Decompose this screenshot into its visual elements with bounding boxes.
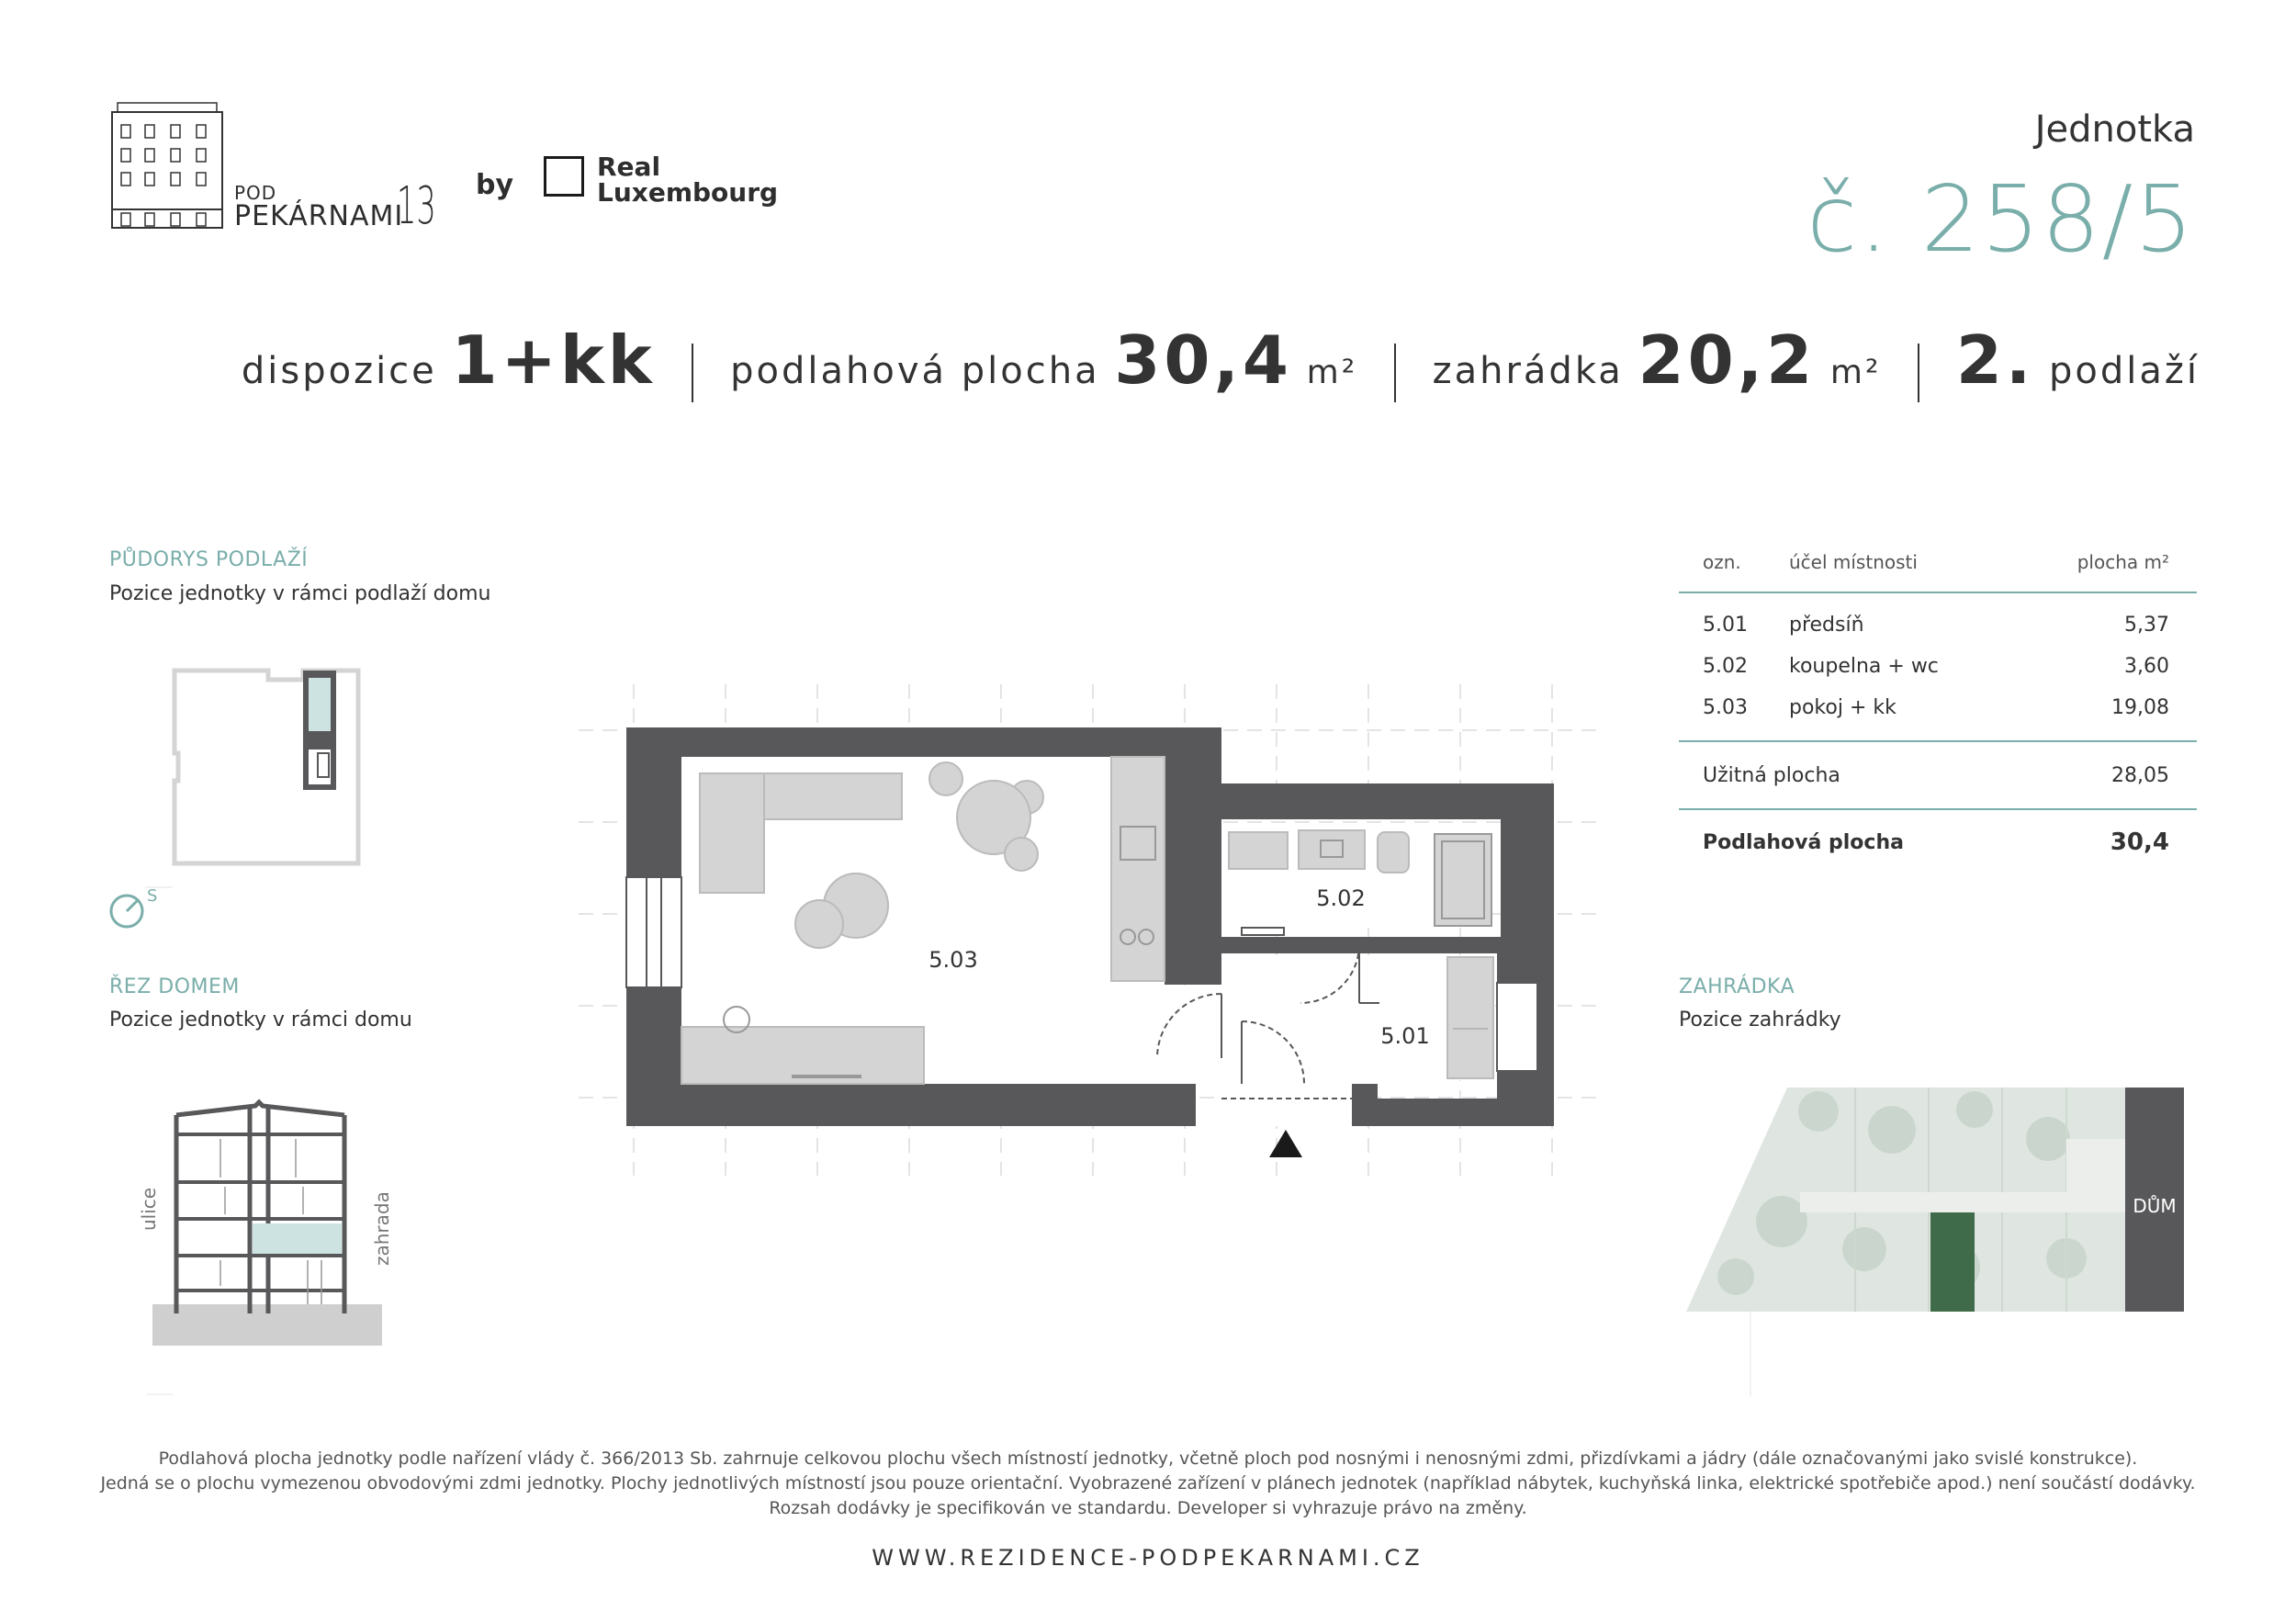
- garden-unit: m²: [1829, 354, 1882, 391]
- divider: [1394, 344, 1396, 402]
- unit-number: č. 258/5: [1806, 165, 2195, 273]
- website-link[interactable]: WWW.REZIDENCE-PODPEKARNAMI.CZ: [872, 1545, 1424, 1571]
- row-code: 5.01: [1703, 614, 1748, 637]
- row-area: 5,37: [2124, 614, 2169, 637]
- divider: [1679, 592, 2197, 593]
- floor-label: podlaží: [2049, 350, 2200, 392]
- bathtub: [1435, 834, 1491, 926]
- row-purpose: předsíň: [1789, 614, 1864, 637]
- row-purpose: pokoj + kk: [1789, 696, 1896, 719]
- garden-label: zahrádka: [1432, 350, 1624, 392]
- floor-position-plan: [165, 661, 367, 873]
- legal-note-line: Rozsah dodávky je specifikován ve standardu. Developer si vyhrazuje právo na změny.: [769, 1498, 1527, 1518]
- room-label-5-01: 5.01: [1380, 1023, 1430, 1049]
- floorplan-subtitle: Pozice jednotky v rámci podlaží domu: [109, 582, 491, 605]
- project-logo: [110, 101, 441, 239]
- floor-area-value: 30,4: [1114, 321, 1292, 399]
- kitchen-counter: [1111, 757, 1165, 981]
- row-code: 5.02: [1703, 655, 1748, 678]
- partner-line1: Real: [597, 152, 661, 182]
- section-subtitle: Pozice jednotky v rámci domu: [109, 1009, 412, 1031]
- usable-area-value: 28,05: [2111, 764, 2169, 787]
- logo-pekarnami: PEKÁRNAMI: [234, 200, 404, 232]
- row-code: 5.03: [1703, 696, 1748, 719]
- unit-summary: [242, 321, 2200, 402]
- wardrobe: [1447, 957, 1493, 1078]
- building-section-diagram: [138, 1093, 404, 1396]
- dispozice-value: 1+kk: [451, 321, 656, 399]
- row-purpose: koupelna + wc: [1789, 655, 1939, 678]
- compass-icon: [108, 884, 177, 930]
- garden-value: 20,2: [1638, 321, 1817, 399]
- garden-title: ZAHRÁDKA: [1679, 975, 1795, 998]
- usable-area-label: Užitná plocha: [1703, 764, 1840, 787]
- row-area: 3,60: [2124, 655, 2169, 678]
- unit-floor-plan: [579, 680, 1607, 1185]
- logo-pod: POD: [234, 182, 277, 204]
- garden-unit-plot: [1930, 1212, 1975, 1312]
- logo-number: 13: [397, 176, 436, 236]
- floor-area-total-value: 30,4: [2110, 828, 2169, 856]
- toilet: [1378, 832, 1409, 873]
- divider: [1918, 344, 1919, 402]
- garden-subtitle: Pozice zahrádky: [1679, 1009, 1841, 1031]
- divider: [1679, 808, 2197, 810]
- section-title: ŘEZ DOMEM: [109, 975, 240, 998]
- compass-label: S: [147, 886, 158, 906]
- legal-note-line: Podlahová plocha jednotky podle nařízení vlády č. 366/2013 Sb. zahrnuje celkovou plochu všech místností jednotky, včetně ploch pod nosnými i nenosnými zdmi, přizdívkami a jádry (dále označovanými jako svislé konstrukce).: [158, 1448, 2138, 1469]
- sink: [1299, 830, 1365, 869]
- house-label: DŮM: [2133, 1195, 2177, 1217]
- floor-area-label: podlahová plocha: [730, 350, 1100, 392]
- divider: [692, 344, 693, 402]
- room-label-5-03: 5.03: [929, 947, 978, 973]
- divider: [1679, 740, 2197, 742]
- floorplan-title: PŮDORYS PODLAŽÍ: [109, 548, 309, 571]
- street-label: ulice: [138, 1187, 160, 1231]
- legal-note: [92, 1447, 2204, 1521]
- header-area: plocha m²: [2077, 551, 2169, 573]
- by-label: by: [476, 169, 514, 201]
- partner-line2: Luxembourg: [597, 177, 779, 208]
- washer: [1229, 832, 1288, 869]
- garden-position-map: [1681, 1084, 2195, 1396]
- garden-side-label: zahrada: [371, 1191, 393, 1266]
- entrance-arrow-icon: [1269, 1130, 1302, 1157]
- building-logo-icon: [110, 101, 225, 231]
- header-code: ozn.: [1703, 551, 1741, 573]
- header-purpose: účel místnosti: [1789, 551, 1918, 573]
- floor-area-total-label: Podlahová plocha: [1703, 831, 1904, 854]
- unit-label: Jednotka: [2034, 108, 2195, 151]
- legal-note-line: Jedná se o plochu vymezenou obvodovými zdmi jednotky. Plochy jednotlivých místností jsou pouze orientační. Vyobrazené zařízení v plánech jednotek (například nábytek, kuchyňská linka, elektrické spotřebiče apod.) není součástí dodávky.: [100, 1473, 2196, 1493]
- floor-number: 2.: [1955, 321, 2035, 399]
- partner-square-icon: [544, 156, 584, 197]
- room-label-5-02: 5.02: [1316, 885, 1366, 911]
- row-area: 19,08: [2111, 696, 2169, 719]
- floor-area-unit: m²: [1306, 354, 1358, 391]
- dispozice-label: dispozice: [241, 350, 437, 392]
